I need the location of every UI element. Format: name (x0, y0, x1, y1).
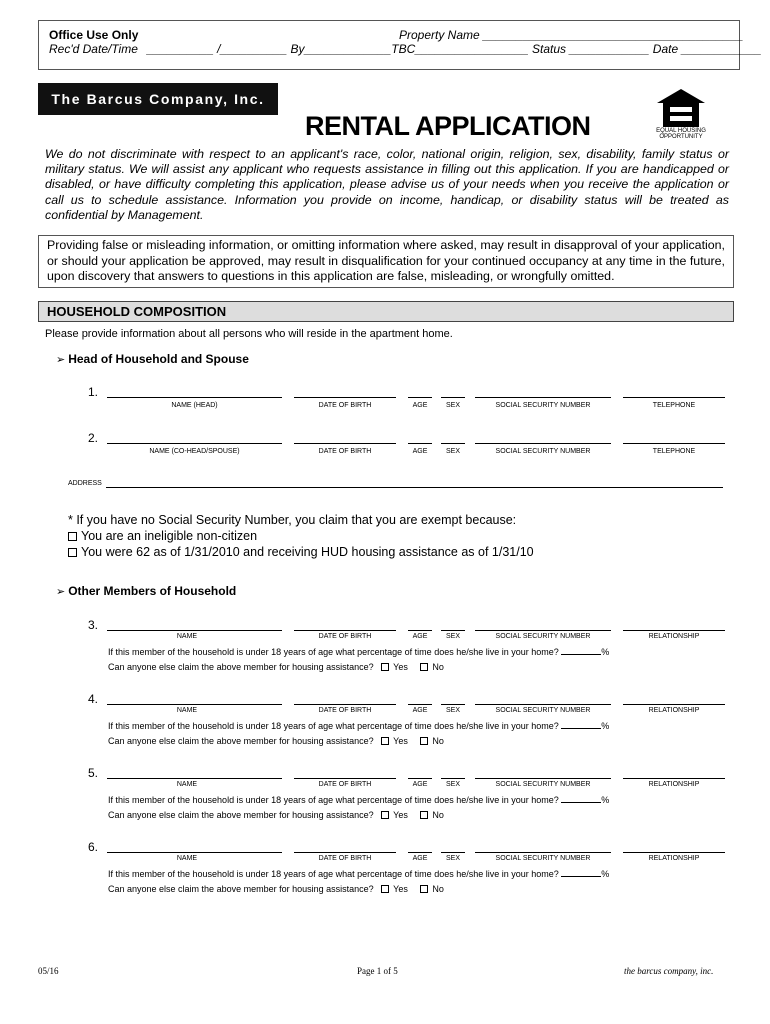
name-label: NAME (176, 633, 198, 640)
sex-input[interactable] (441, 397, 465, 398)
other-members-heading: ➢ Other Members of Household (56, 584, 237, 598)
sex-label: SEX (445, 707, 460, 714)
member-name-input[interactable] (107, 630, 282, 631)
ssn-input[interactable] (475, 443, 611, 444)
ssn-label: SOCIAL SECURITY NUMBER (495, 448, 591, 455)
dob-input[interactable] (294, 630, 396, 631)
relationship-label: RELATIONSHIP (648, 707, 700, 714)
age-input[interactable] (408, 397, 432, 398)
relationship-label: RELATIONSHIP (648, 633, 700, 640)
relationship-input[interactable] (623, 630, 725, 631)
ssn-label: SOCIAL SECURITY NUMBER (495, 633, 591, 640)
age-input[interactable] (408, 778, 432, 779)
no-checkbox[interactable] (420, 885, 428, 893)
ssn-note: * If you have no Social Security Number, you claim that you are exempt because: (68, 513, 517, 527)
age-label: AGE (412, 633, 428, 640)
row-number: 2. (88, 431, 99, 445)
row-number: 5. (88, 766, 99, 780)
sex-input[interactable] (441, 852, 465, 853)
yes-checkbox[interactable] (381, 737, 389, 745)
head-of-household-heading: ➢ Head of Household and Spouse (56, 352, 249, 366)
name-label: NAME (CO-HEAD/SPOUSE) (149, 448, 240, 455)
household-section-heading: HOUSEHOLD COMPOSITION (38, 301, 734, 322)
row-number: 4. (88, 692, 99, 706)
relationship-input[interactable] (623, 704, 725, 705)
percentage-input[interactable] (561, 876, 601, 877)
arrow-bullet-icon: ➢ (56, 586, 66, 598)
dob-input[interactable] (294, 443, 396, 444)
office-use-title: Office Use Only (49, 28, 139, 42)
sex-label: SEX (445, 402, 460, 409)
dob-input[interactable] (294, 397, 396, 398)
arrow-bullet-icon: ➢ (56, 354, 66, 366)
dob-label: DATE OF BIRTH (318, 855, 372, 862)
yes-checkbox[interactable] (381, 885, 389, 893)
relationship-input[interactable] (623, 778, 725, 779)
dob-input[interactable] (294, 852, 396, 853)
relationship-label: RELATIONSHIP (648, 781, 700, 788)
relationship-label: RELATIONSHIP (648, 855, 700, 862)
age-input[interactable] (408, 443, 432, 444)
ssn-label: SOCIAL SECURITY NUMBER (495, 707, 591, 714)
sex-input[interactable] (441, 443, 465, 444)
claim-question: Can anyone else claim the above member for housing assistance? Yes No (108, 810, 444, 820)
ssn-label: SOCIAL SECURITY NUMBER (495, 402, 591, 409)
age-label: AGE (412, 448, 428, 455)
claim-question: Can anyone else claim the above member for housing assistance? Yes No (108, 736, 444, 746)
ssn-input[interactable] (475, 630, 611, 631)
footer-date: 05/16 (38, 966, 59, 976)
dob-label: DATE OF BIRTH (318, 633, 372, 640)
footer-company: the barcus company, inc. (624, 966, 714, 976)
percentage-input[interactable] (561, 654, 601, 655)
age-label: AGE (412, 402, 428, 409)
name-label: NAME (176, 855, 198, 862)
sex-label: SEX (445, 633, 460, 640)
age-label: AGE (412, 707, 428, 714)
age-62-checkbox[interactable] (68, 548, 77, 557)
no-checkbox[interactable] (420, 811, 428, 819)
household-description: Please provide information about all persons who will reside in the apartment home. (45, 328, 453, 340)
ssn-input[interactable] (475, 778, 611, 779)
age-input[interactable] (408, 704, 432, 705)
percentage-question: If this member of the household is under 18 years of age what percentage of time does he/she live in your home? % (108, 869, 610, 879)
ssn-input[interactable] (475, 704, 611, 705)
yes-checkbox[interactable] (381, 663, 389, 671)
sex-label: SEX (445, 448, 460, 455)
row-number: 3. (88, 618, 99, 632)
name-cohead-input[interactable] (107, 443, 282, 444)
ineligible-checkbox[interactable] (68, 532, 77, 541)
no-checkbox[interactable] (420, 737, 428, 745)
member-name-input[interactable] (107, 704, 282, 705)
telephone-input[interactable] (623, 443, 725, 444)
claim-question: Can anyone else claim the above member for housing assistance? Yes No (108, 662, 444, 672)
ssn-exemption (68, 512, 534, 560)
office-fields-line[interactable]: __________ /__________ By_____________TBC_________________ Status ____________ Date ____________ (147, 42, 762, 56)
sex-input[interactable] (441, 778, 465, 779)
warning-box: Providing false or misleading information, or omitting information where asked, may result in disapproval of your application, or should your application be approved, may result in disqualification for your continued occupancy at any time in the future, upon discovery that answers to questions in this application are false, misleading, or wrongfully omitted. (38, 235, 734, 288)
dob-label: DATE OF BIRTH (318, 781, 372, 788)
row-number: 1. (88, 385, 99, 399)
name-head-input[interactable] (107, 397, 282, 398)
ssn-label: SOCIAL SECURITY NUMBER (495, 781, 591, 788)
dob-label: DATE OF BIRTH (318, 448, 372, 455)
address-label: ADDRESS (68, 480, 102, 487)
ssn-label: SOCIAL SECURITY NUMBER (495, 855, 591, 862)
claim-question: Can anyone else claim the above member for housing assistance? Yes No (108, 884, 444, 894)
age-62-label: You were 62 as of 1/31/2010 and receiving HUD housing assistance as of 1/31/10 (81, 545, 534, 559)
member-name-input[interactable] (107, 778, 282, 779)
no-checkbox[interactable] (420, 663, 428, 671)
row-number: 6. (88, 840, 99, 854)
ssn-input[interactable] (475, 397, 611, 398)
age-input[interactable] (408, 630, 432, 631)
age-label: AGE (412, 855, 428, 862)
yes-checkbox[interactable] (381, 811, 389, 819)
dob-input[interactable] (294, 778, 396, 779)
sex-input[interactable] (441, 630, 465, 631)
dob-label: DATE OF BIRTH (318, 707, 372, 714)
percentage-question: If this member of the household is under 18 years of age what percentage of time does he/she live in your home? % (108, 795, 610, 805)
percentage-question: If this member of the household is under 18 years of age what percentage of time does he/she live in your home? % (108, 721, 610, 731)
sex-input[interactable] (441, 704, 465, 705)
percentage-question: If this member of the household is under 18 years of age what percentage of time does he/she live in your home? % (108, 647, 610, 657)
percentage-input[interactable] (561, 728, 601, 729)
telephone-input[interactable] (623, 397, 725, 398)
equal-housing-text: EQUAL HOUSING OPPORTUNITY (656, 128, 706, 140)
name-label: NAME (176, 781, 198, 788)
property-name-field[interactable]: Property Name _______________________________________ (399, 28, 744, 42)
nondiscrimination-statement: We do not discriminate with respect to an applicant's race, color, national origin, religion, sex, disability, family status or military status. We will assist any applicant who requests assistance in filling out this application. If you are handicapped or disabled, or have difficulty completing this application, please advise us of your needs when you receive the application or call us to schedule assistance. Information you provide on income, handicap, or disability status will be treated as confidential by Management. (45, 147, 729, 222)
member-name-input[interactable] (107, 852, 282, 853)
company-banner: The Barcus Company, Inc. (38, 83, 278, 115)
telephone-label: TELEPHONE (652, 448, 696, 455)
footer-page-number: Page 1 of 5 (357, 966, 398, 976)
office-use-box (38, 20, 762, 70)
sex-label: SEX (445, 855, 460, 862)
dob-input[interactable] (294, 704, 396, 705)
ineligible-label: You are an ineligible non-citizen (81, 529, 258, 543)
address-input[interactable] (106, 487, 723, 488)
page-title: RENTAL APPLICATION (305, 111, 591, 141)
age-label: AGE (412, 781, 428, 788)
percentage-input[interactable] (561, 802, 601, 803)
age-input[interactable] (408, 852, 432, 853)
relationship-input[interactable] (623, 852, 725, 853)
ssn-input[interactable] (475, 852, 611, 853)
name-label: NAME (176, 707, 198, 714)
telephone-label: TELEPHONE (652, 402, 696, 409)
dob-label: DATE OF BIRTH (318, 402, 372, 409)
name-label: NAME (HEAD) (171, 402, 218, 409)
sex-label: SEX (445, 781, 460, 788)
recd-date-label: Rec'd Date/Time (49, 42, 138, 56)
